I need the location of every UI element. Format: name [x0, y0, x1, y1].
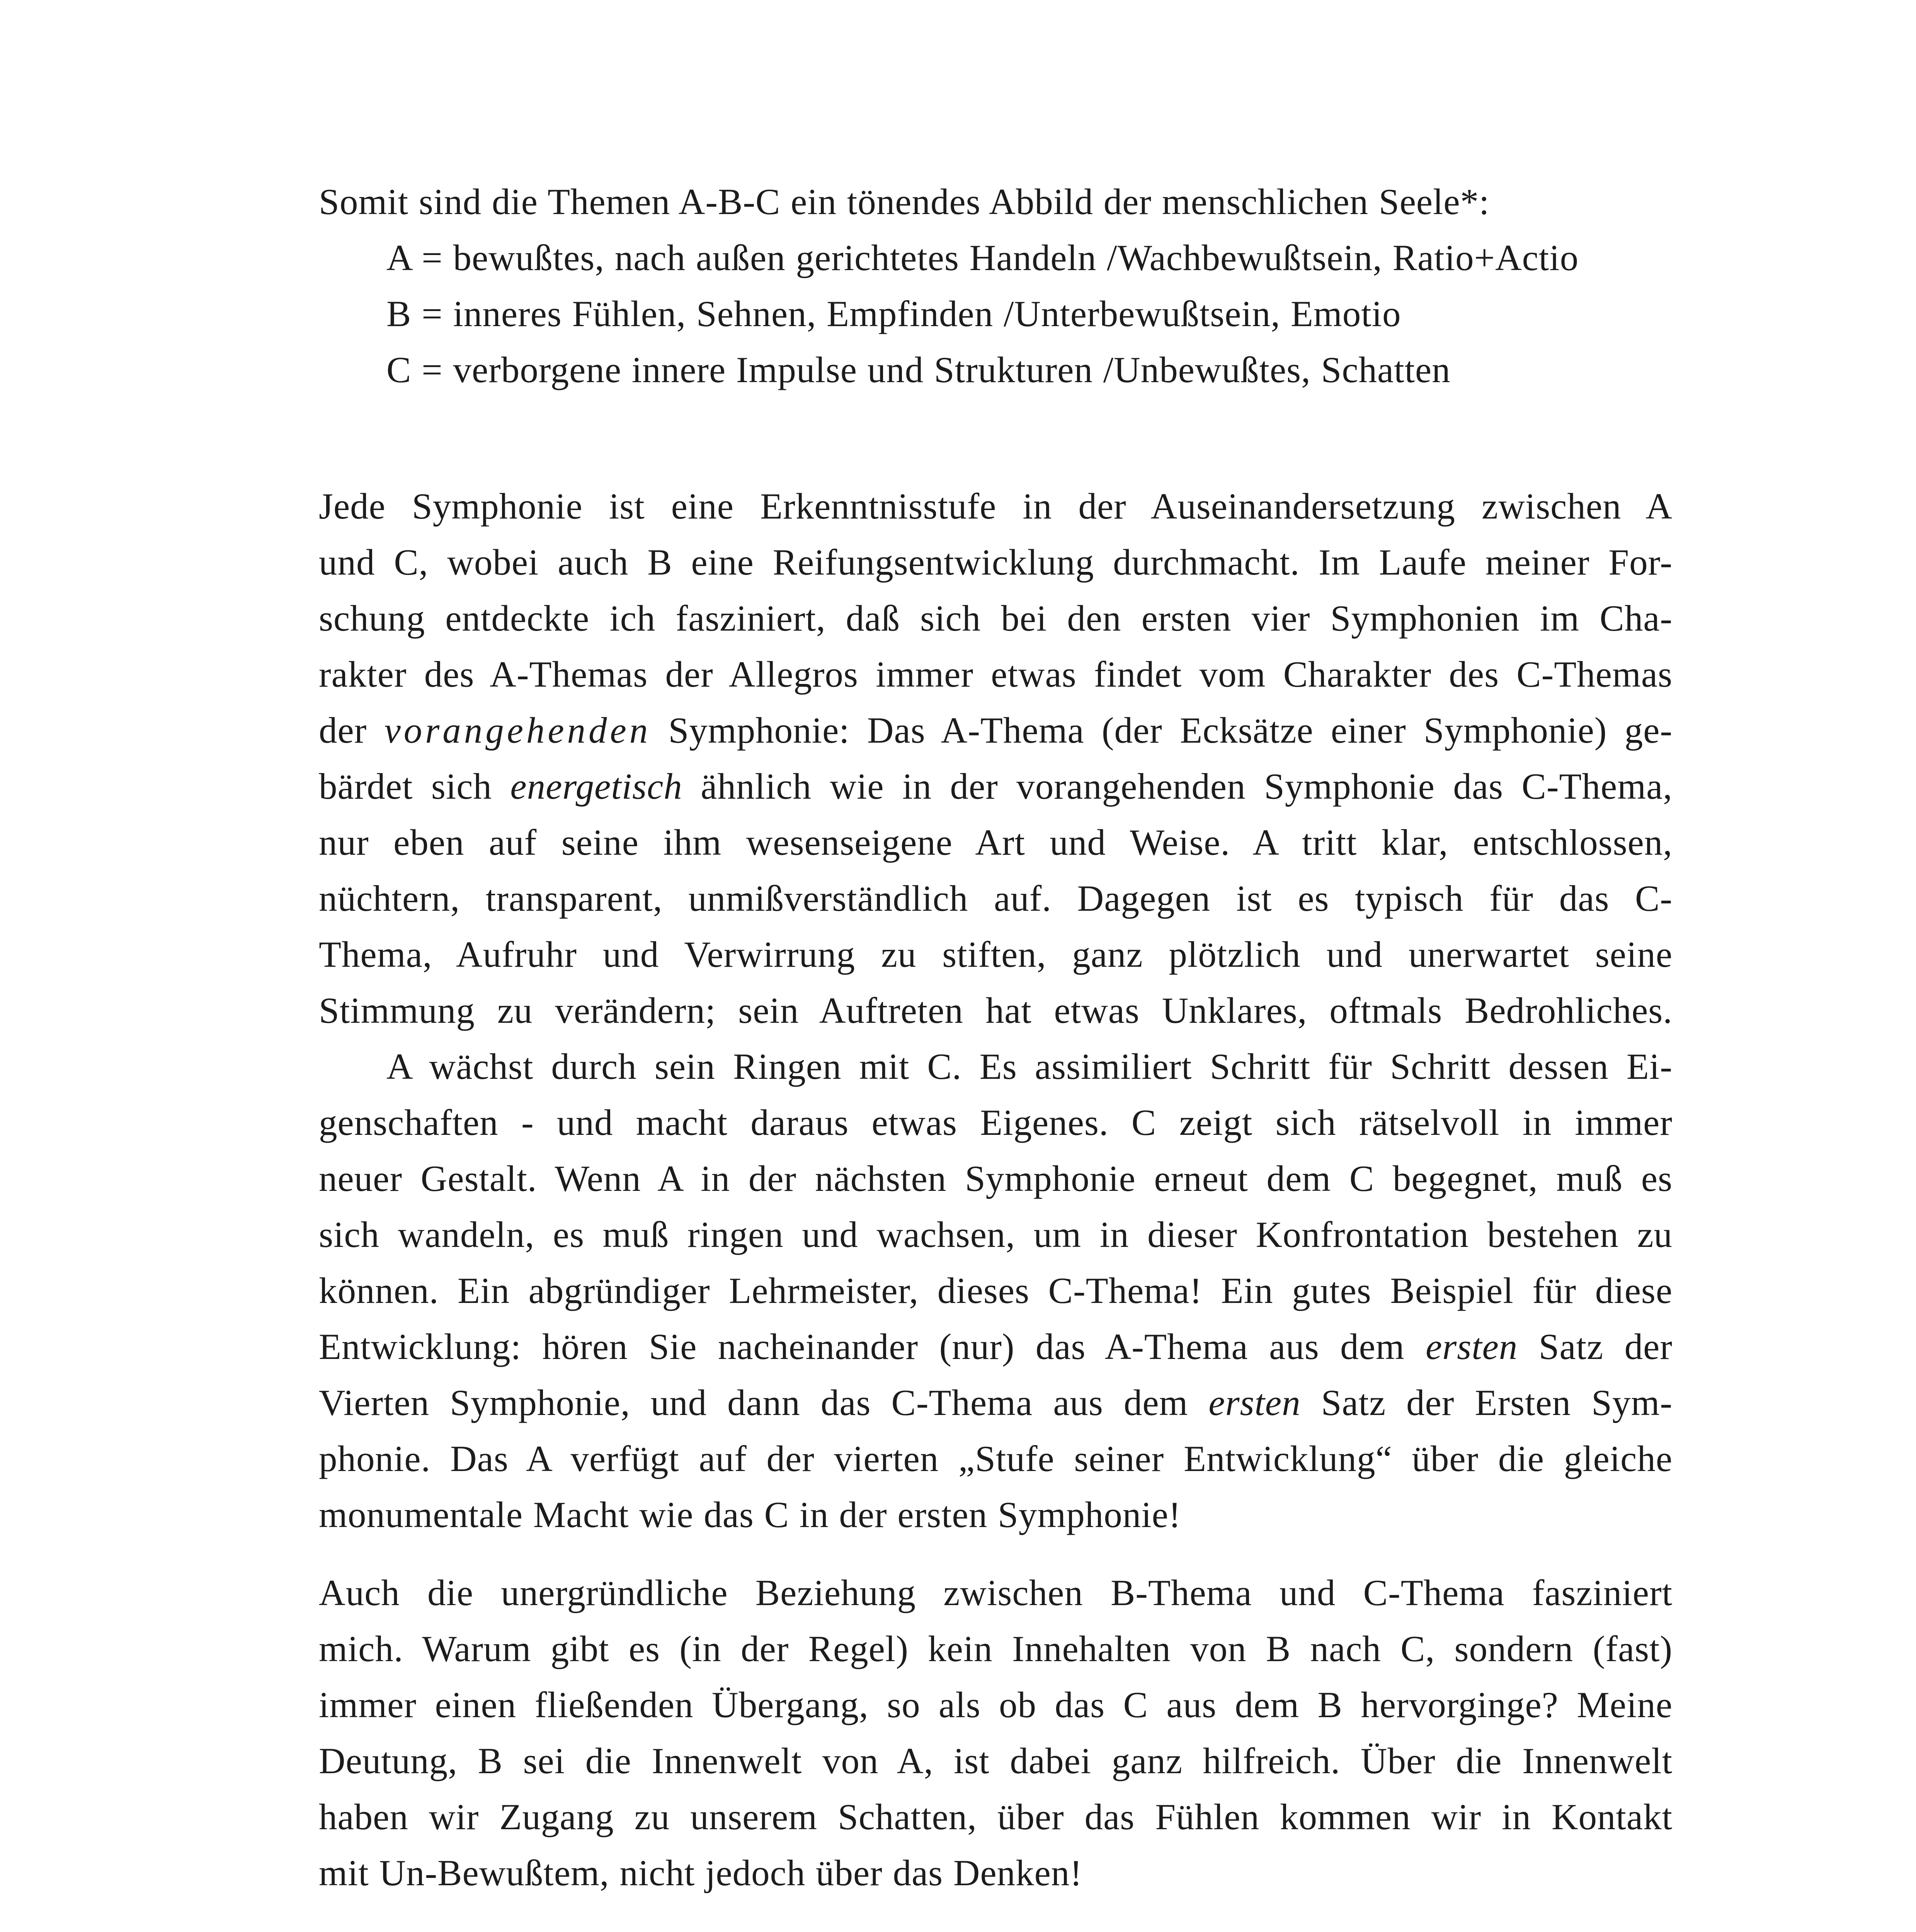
- text-fragment: ähnlich wie in der vorangehenden Symphonie das C-Thema,: [682, 766, 1673, 807]
- text-line: A wächst durch sein Ringen mit C. Es assimiliert Schritt für Schritt dessen Ei-: [386, 1046, 1673, 1087]
- paragraph-1: [319, 478, 1673, 1039]
- emphasis: ersten: [1208, 1382, 1301, 1423]
- paragraph-3: [319, 1565, 1673, 1901]
- text-fragment: Satz der Ersten Sym-: [1300, 1382, 1673, 1423]
- text-line: Stimmung zu verändern; sein Auftreten hat etwas Unklares, oftmals Bedrohliches.: [319, 990, 1673, 1031]
- text-line: mich. Warum gibt es (in der Regel) kein Innehalten von B nach C, sondern (fast): [319, 1628, 1673, 1669]
- text-line: Thema, Aufruhr und Verwirrung zu stiften, ganz plötzlich und unerwartet seine: [319, 934, 1673, 975]
- text-line: und C, wobei auch B eine Reifungsentwicklung durchmacht. Im Laufe meiner For-: [319, 542, 1673, 583]
- text-line: [319, 702, 1673, 759]
- emphasis: energetisch: [510, 766, 682, 807]
- theme-a-definition: A = bewußtes, nach außen gerichtetes Handeln /Wachbewußtsein, Ratio+Actio: [386, 237, 1579, 278]
- text-line: Auch die unergründliche Beziehung zwischen B-Thema und C-Thema fasziniert: [319, 1572, 1673, 1613]
- text-line: neuer Gestalt. Wenn A in der nächsten Symphonie erneut dem C begegnet, muß es: [319, 1158, 1673, 1199]
- text-line: mit Un-Bewußtem, nicht jedoch über das Denken!: [319, 1852, 1082, 1893]
- text-line: genschaften - und macht daraus etwas Eigenes. C zeigt sich rätselvoll in immer: [319, 1102, 1673, 1143]
- text-line: immer einen fließenden Übergang, so als ob das C aus dem B hervorginge? Meine: [319, 1684, 1673, 1725]
- text-fragment: der: [319, 710, 385, 751]
- text-fragment: Entwicklung: hören Sie nacheinander (nur) das A-Thema aus dem: [319, 1326, 1426, 1367]
- theme-c-definition: C = verborgene innere Impulse und Strukturen /Unbewußtes, Schatten: [386, 349, 1451, 390]
- text-fragment: Symphonie: Das A-Thema (der Ecksätze einer Symphonie) ge-: [651, 710, 1673, 751]
- text-line: haben wir Zugang zu unserem Schatten, über das Fühlen kommen wir in Kontakt: [319, 1796, 1673, 1837]
- emphasis: ersten: [1426, 1326, 1518, 1367]
- text-line: monumentale Macht wie das C in der ersten Symphonie!: [319, 1494, 1181, 1535]
- emphasis: vorangehenden: [384, 710, 651, 751]
- text-fragment: Vierten Symphonie, und dann das C-Thema aus dem: [319, 1382, 1209, 1423]
- intro-section: [319, 174, 1673, 398]
- text-fragment: bärdet sich: [319, 766, 510, 807]
- text-line: rakter des A-Themas der Allegros immer etwas findet vom Charakter des C-Themas: [319, 654, 1673, 695]
- text-line: phonie. Das A verfügt auf der vierten „Stufe seiner Entwicklung“ über die gleiche: [319, 1438, 1673, 1479]
- text-line: [319, 759, 1673, 815]
- text-line: Deutung, B sei die Innenwelt von A, ist dabei ganz hilfreich. Über die Innenwelt: [319, 1740, 1673, 1781]
- text-line: Jede Symphonie ist eine Erkenntnisstufe in der Auseinandersetzung zwischen A: [319, 486, 1673, 527]
- text-line: [319, 1375, 1673, 1431]
- text-line: können. Ein abgründiger Lehrmeister, dieses C-Thema! Ein gutes Beispiel für diese: [319, 1270, 1673, 1311]
- intro-heading: Somit sind die Themen A-B-C ein tönendes Abbild der menschlichen Seele*:: [319, 181, 1490, 222]
- paragraph-2: [319, 1039, 1673, 1543]
- text-line: sich wandeln, es muß ringen und wachsen, um in dieser Konfrontation bestehen zu: [319, 1214, 1673, 1255]
- text-line: [319, 1319, 1673, 1375]
- text-line: schung entdeckte ich fasziniert, daß sich bei den ersten vier Symphonien im Cha-: [319, 598, 1673, 639]
- text-line: nur eben auf seine ihm wesenseigene Art und Weise. A tritt klar, entschlossen,: [319, 822, 1673, 863]
- text-fragment: Satz der: [1518, 1326, 1673, 1367]
- text-line: nüchtern, transparent, unmißverständlich auf. Dagegen ist es typisch für das C-: [319, 878, 1673, 919]
- theme-b-definition: B = inneres Fühlen, Sehnen, Empfinden /Unterbewußtsein, Emotio: [386, 293, 1401, 334]
